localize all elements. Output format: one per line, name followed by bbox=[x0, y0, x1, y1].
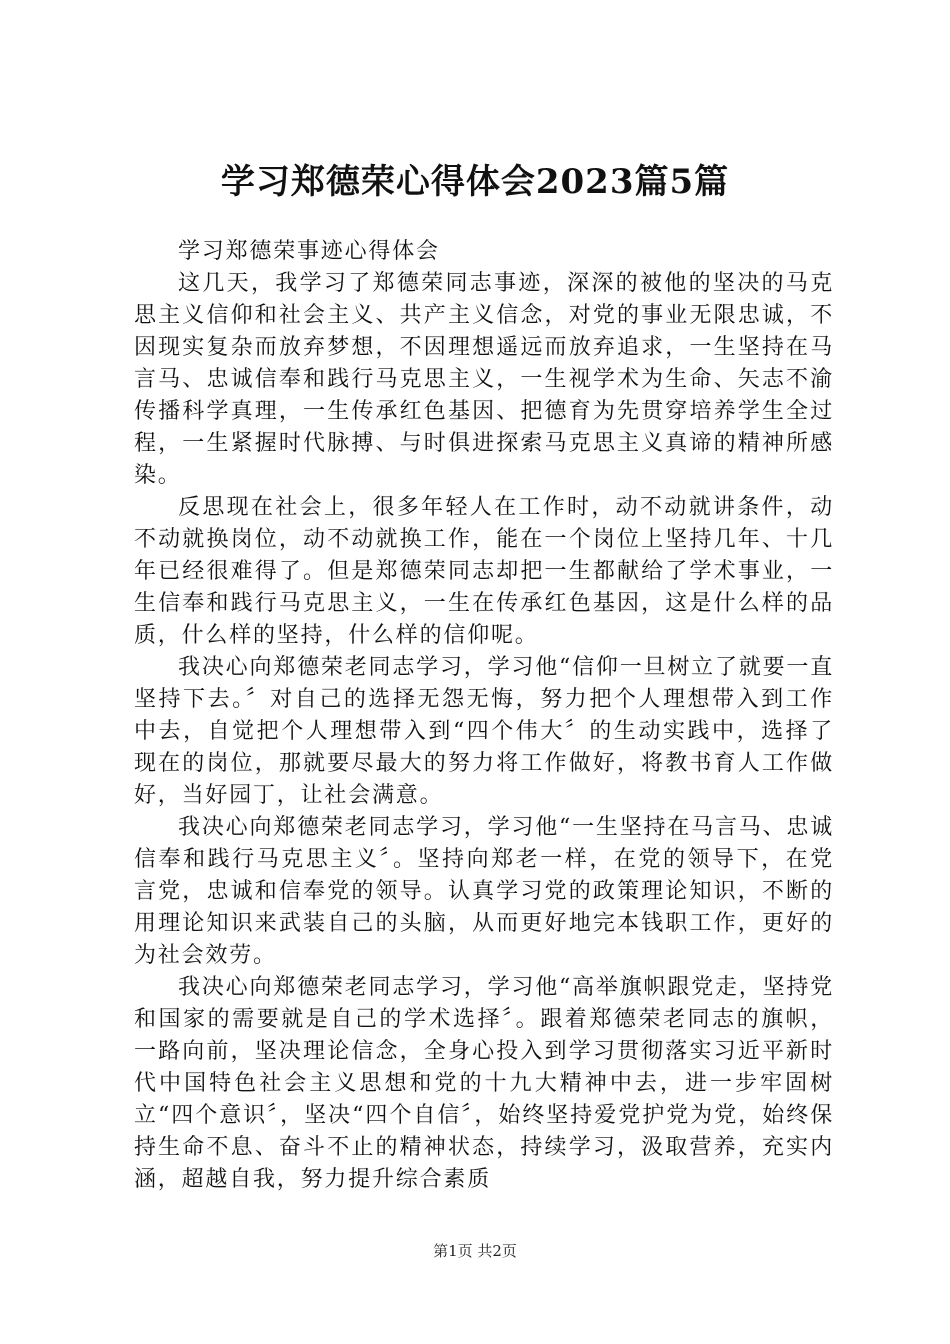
paragraph-4: 我决心向郑德荣老同志学习，学习他“一生坚持在马言马、忠诚信奉和践行马克思主义〞。坚持向郑老一样，在党的领导下，在党言党，忠诚和信奉党的领导。认真学习党的政策理论知识，不断的用理论知识来武装自己的头脑，从而更好地完本钱职工作，更好的为社会效劳。 bbox=[134, 815, 834, 968]
document-body bbox=[134, 236, 834, 1196]
paragraph-1: 这几天，我学习了郑德荣同志事迹，深深的被他的坚决的马克思主义信仰和社会主义、共产主义信念，对党的事业无限忠诚，不因现实复杂而放弃梦想，不因理想遥远而放弃追求，一生坚持在马言马、忠诚信奉和践行马克思主义，一生视学术为生命、矢志不渝传播科学真理，一生传承红色基因、把德育为先贯穿培养学生全过程，一生紧握时代脉搏、与时俱进探索马克思主义真谛的精神所感染。 bbox=[134, 271, 834, 488]
document-title: 学习郑德荣心得体会2023篇5篇 bbox=[220, 162, 730, 202]
page-footer: 第1页 共2页 bbox=[433, 1242, 517, 1260]
paragraph-3: 我决心向郑德荣老同志学习，学习他“信仰一旦树立了就要一直坚持下去。〞对自己的选择无怨无悔，努力把个人理想带入到工作中去，自觉把个人理想带入到“四个伟大〞的生动实践中，选择了现在的岗位，那就要尽最大的努力将工作做好，将教书育人工作做好，当好园丁，让社会满意。 bbox=[134, 655, 834, 808]
subtitle-line: 学习郑德荣事迹心得体会 bbox=[178, 239, 440, 264]
paragraph-5: 我决心向郑德荣老同志学习，学习他“高举旗帜跟党走，坚持党和国家的需要就是自己的学术选择〞。跟着郑德荣老同志的旗帜，一路向前，坚决理论信念，全身心投入到学习贯彻落实习近平新时代中国特色社会主义思想和党的十九大精神中去，进一步牢固树立“四个意识〞，坚决“四个自信〞，始终坚持爱党护党为党，始终保持生命不息、奋斗不止的精神状态，持续学习，汲取营养，充实内涵，超越自我，努力提升综合素质 bbox=[134, 975, 834, 1192]
paragraph-2: 反思现在社会上，很多年轻人在工作时，动不动就讲条件，动不动就换岗位，动不动就换工作，能在一个岗位上坚持几年、十几年已经很难得了。但是郑德荣同志却把一生都献给了学术事业，一生信奉和践行马克思主义，一生在传承红色基因，这是什么样的品质，什么样的坚持，什么样的信仰呢。 bbox=[134, 495, 834, 648]
